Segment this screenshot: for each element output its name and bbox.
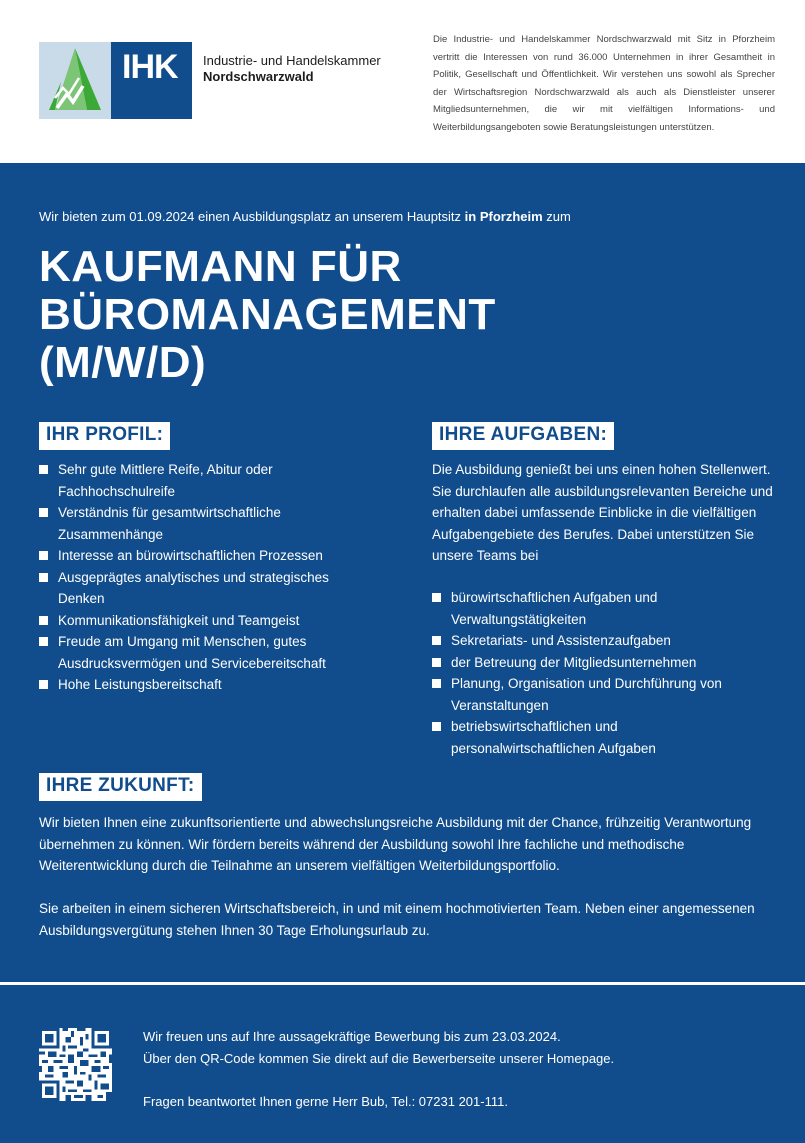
job-title-line2: BÜROMANAGEMENT (39, 290, 496, 339)
qr-code-icon (39, 1028, 112, 1101)
list-item: Sehr gute Mittlere Reife, Abitur oder Fachhochschulreife (39, 459, 359, 502)
tasks-list (432, 587, 752, 759)
header (0, 0, 805, 163)
organization-name (203, 53, 381, 85)
offer-line (39, 209, 571, 224)
list-item: Interesse an bürowirtschaftlichen Prozessen (39, 545, 359, 567)
offer-suffix: zum (542, 209, 571, 224)
job-title (39, 243, 496, 387)
organization-intro: Die Industrie- und Handelskammer Nordschwarzwald mit Sitz in Pforzheim vertritt die Interessen von rund 36.000 Unternehmen in ihrer Gesamtheit in Politik, Gesellschaft und Öffentlichkeit. Wir verstehen uns sowohl als Sprecher der Wirtschaftsregion Nordschwarzwald als auch als Dienstleister unserer Mitgliedsunternehmen, die wir mit vielfältigen Informations- und Weiterbildungsangeboten sowie Beratungsleistungen unterstützen. (433, 34, 775, 133)
ihk-tree-logo-icon (39, 42, 111, 119)
tasks-intro: Die Ausbildung genießt bei uns einen hohen Stellenwert. Sie durchlaufen alle ausbildungsrelevanten Bereiche und erhalten dabei umfassende Einblicke in die vielfältigen Aufgabengebiete des Berufes. Dabei unterstützen Sie unsere Teams bei (432, 462, 773, 563)
list-item: Sekretariats- und Assistenzaufgaben (432, 630, 752, 652)
footer-spacer (143, 1069, 614, 1091)
list-item: Hohe Leistungsbereitschaft (39, 674, 359, 696)
org-name-line1: Industrie- und Handelskammer (203, 53, 381, 68)
main-content (0, 163, 805, 983)
qr-code[interactable] (39, 1028, 112, 1101)
logo-tree-panel (39, 42, 111, 119)
profile-list (39, 459, 359, 696)
footer (0, 985, 805, 1143)
tasks-heading: IHRE AUFGABEN: (432, 422, 614, 450)
future-paragraph-1: Wir bieten Ihnen eine zukunftsorientierte und abwechslungsreiche Ausbildung mit der Chance, frühzeitig Verantwortung übernehmen zu können. Wir fördern bereits während der Ausbildung sowohl Ihre fachliche und methodische Weiterentwicklung durch die Teilnahme an unserem vielfältigen Weiterbildungsportfolio. (39, 815, 752, 873)
list-item: Verständnis für gesamtwirtschaftliche Zusammenhänge (39, 502, 359, 545)
logo-text: IHK (122, 48, 178, 86)
list-item: Ausgeprägtes analytisches und strategisches Denken (39, 567, 359, 610)
footer-line2: Über den QR-Code kommen Sie direkt auf die Bewerberseite unserer Homepage. (143, 1050, 615, 1066)
footer-line3: Fragen beantwortet Ihnen gerne Herr Bub, Tel.: 07231 201-111. (143, 1094, 508, 1109)
org-name-line2: Nordschwarzwald (203, 69, 314, 84)
footer-text (143, 1026, 614, 1113)
list-item: betriebswirtschaftlichen und personalwirtschaftlichen Aufgaben (432, 716, 752, 759)
list-item: Kommunikationsfähigkeit und Teamgeist (39, 610, 359, 632)
offer-prefix: Wir bieten zum 01.09.2024 einen Ausbildungsplatz an unserem Hauptsitz (39, 209, 465, 224)
profile-heading: IHR PROFIL: (39, 422, 170, 450)
ihk-logo (39, 42, 192, 119)
list-item: der Betreuung der Mitgliedsunternehmen (432, 652, 752, 674)
list-item: Planung, Organisation und Durchführung von Veranstaltungen (432, 673, 752, 716)
offer-location: in Pforzheim (464, 209, 543, 224)
future-paragraph-2: Sie arbeiten in einem sicheren Wirtschaftsbereich, in und mit einem hochmotivierten Team. Neben einer angemessenen Ausbildungsvergütung stehen Ihnen 30 Tage Erholungsurlaub zu. (39, 901, 755, 938)
list-item: Freude am Umgang mit Menschen, gutes Ausdrucksvermögen und Servicebereitschaft (39, 631, 359, 674)
future-heading: IHRE ZUKUNFT: (39, 773, 202, 801)
job-title-line3: (M/W/D) (39, 338, 207, 387)
footer-line1: Wir freuen uns auf Ihre aussagekräftige Bewerbung bis zum 23.03.2024. (143, 1029, 561, 1044)
list-item: bürowirtschaftlichen Aufgaben und Verwaltungstätigkeiten (432, 587, 752, 630)
job-title-line1: KAUFMANN FÜR (39, 242, 402, 291)
